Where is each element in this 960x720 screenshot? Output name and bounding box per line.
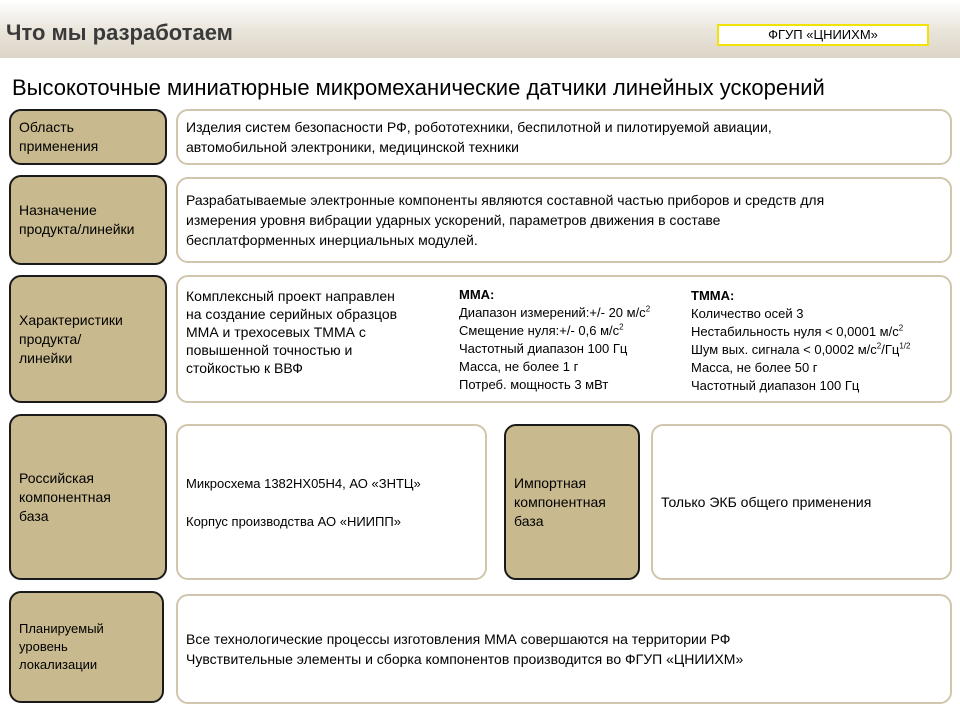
text-line: Только ЭКБ общего применения: [661, 494, 872, 510]
text-line: Корпус производства АО «НИИПП»: [186, 513, 401, 529]
text-line: автомобильной электроники, медицинской техники: [186, 139, 519, 155]
label-line: компонентная: [19, 488, 111, 505]
label-line: Российская: [19, 469, 94, 486]
mma-power: Потреб. мощность 3 мВт: [459, 377, 609, 392]
label-purpose: [9, 175, 167, 265]
label-line: Назначение: [19, 202, 97, 218]
label-characteristics: [9, 275, 167, 403]
mma-freq: Частотный диапазон 100 Гц: [459, 341, 628, 356]
label-line: Область: [19, 119, 74, 135]
label-line: компонентная: [514, 493, 606, 510]
label-russian-components: [9, 414, 167, 580]
tmma-freq: Частотный диапазон 100 Гц: [691, 378, 860, 393]
tmma-axes: Количество осей 3: [691, 306, 804, 321]
text-line: Чувствительные элементы и сборка компонентов производится во ФГУП «ЦНИИХМ»: [186, 651, 744, 667]
text-line: на создание серийных образцов: [186, 306, 398, 322]
text-line: повышенной точностью и: [186, 342, 353, 358]
label-localization: [9, 591, 164, 703]
tmma-specs: [691, 287, 910, 395]
text-line: стойкостью к ВВФ: [186, 360, 303, 376]
mma-title: ММА:: [459, 287, 495, 302]
text-line: Изделия систем безопасности РФ, робототехники, беспилотной и пилотируемой авиации,: [186, 119, 772, 135]
mma-specs: [459, 286, 650, 394]
label-line: Характеристики: [19, 311, 123, 328]
tmma-noise: Шум вых. сигнала < 0,0002 $м/с^2/Гц^{1/2}$: [691, 341, 911, 357]
label-line: продукта/линейки: [19, 221, 135, 237]
label-line: уровень: [19, 639, 68, 654]
content-import-components: [651, 424, 952, 580]
mma-range: Диапазон измерений:+/- 20 $м/с^2$: [459, 304, 651, 320]
slide-subtitle: Высокоточные миниатюрные микромеханические датчики линейных ускорений: [12, 75, 825, 100]
label-application: [9, 109, 167, 165]
tmma-mass: Масса, не более 50 г: [691, 360, 818, 375]
mma-mass: Масса, не более 1 г: [459, 359, 579, 374]
label-import-components: [504, 424, 640, 580]
text-line: ММА и трехосевых ТММА с: [186, 324, 366, 340]
label-line: Планируемый: [19, 621, 104, 636]
content-localization: [176, 594, 952, 704]
text-line: Все технологические процессы изготовления ММА совершаются на территории РФ: [186, 631, 731, 647]
label-line: продукта/: [19, 330, 82, 347]
mma-offset: Смещение нуля:+/- 0,6 $м/с^2$: [459, 322, 624, 338]
label-line: локализации: [19, 657, 98, 672]
label-line: база: [19, 507, 49, 524]
label-line: линейки: [19, 349, 73, 366]
text-line: Микросхема 1382НХ05Н4, АО «ЗНТЦ»: [186, 475, 421, 491]
text-line: Разрабатываемые электронные компоненты являются составной частью приборов и средств для: [186, 192, 825, 208]
label-line: база: [514, 512, 544, 529]
label-line: применения: [19, 138, 99, 154]
text-line: Комплексный проект направлен: [186, 288, 395, 304]
content-application: [176, 109, 952, 165]
label-line: Импортная: [514, 474, 587, 491]
text-line: бесплатформенных инерциальных модулей.: [186, 232, 478, 248]
page-title: Что мы разработаем: [6, 20, 233, 45]
tmma-instability: Нестабильность нуля < 0,0001 $м/с^2$: [691, 323, 904, 339]
content-purpose: [176, 177, 952, 263]
text-line: измерения уровня вибрации ударных ускорений, параметров движения в составе: [186, 212, 721, 228]
tmma-title: ТММА:: [691, 288, 735, 303]
text-line: [186, 493, 421, 512]
organization-badge: ФГУП «ЦНИИХМ»: [717, 24, 929, 46]
content-russian-components: [176, 424, 487, 580]
